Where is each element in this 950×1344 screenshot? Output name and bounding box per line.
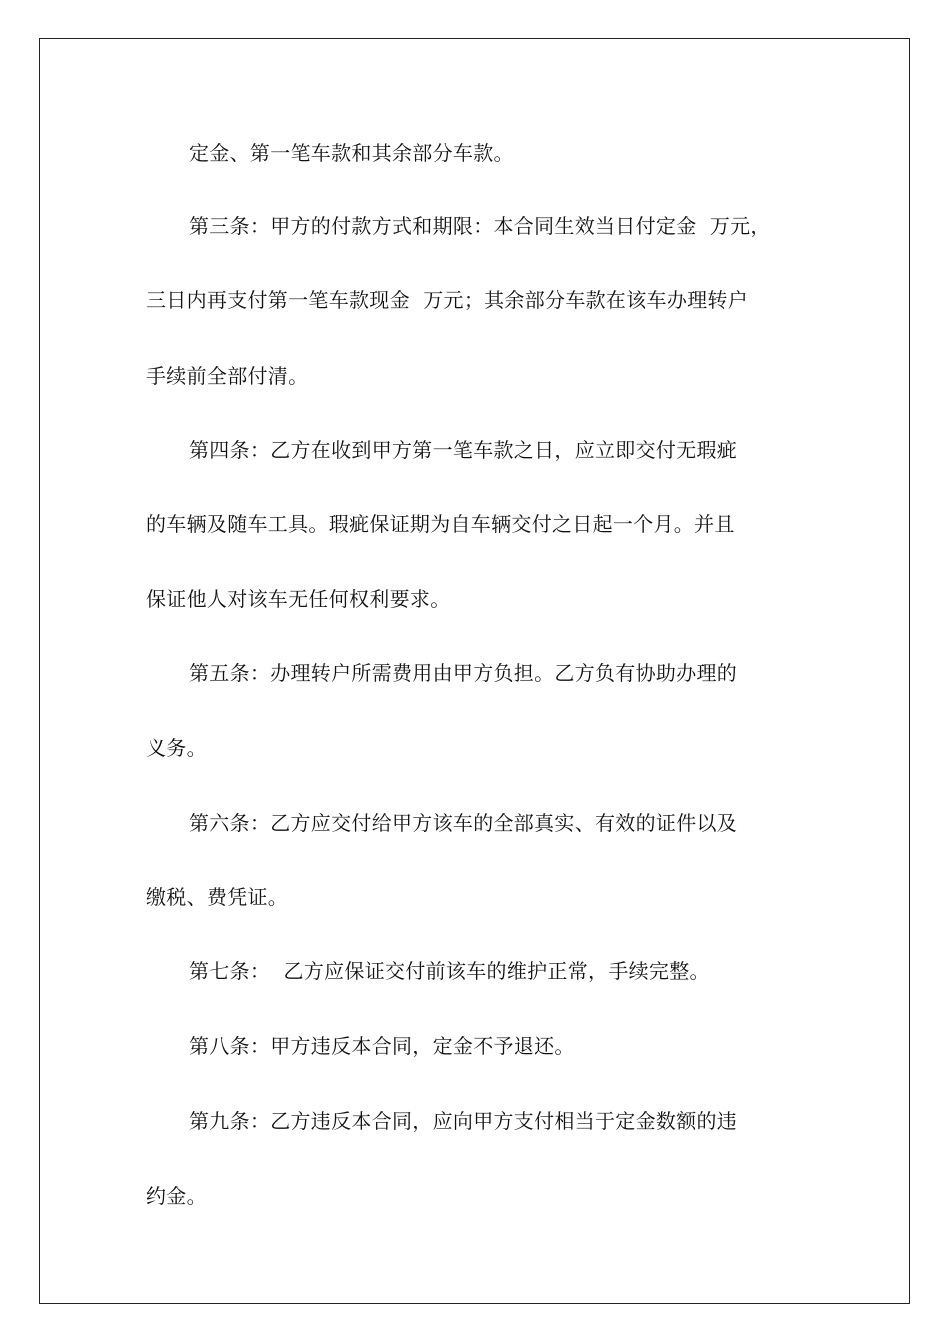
- text-line-4: 手续前全部付清。: [146, 364, 309, 388]
- text-line-11: 缴税、费凭证。: [146, 885, 289, 909]
- text-line-1: 定金、第一笔车款和其余部分车款。: [189, 141, 514, 165]
- text-line-10: 第六条：乙方应交付给甲方该车的全部真实、有效的证件以及: [189, 811, 738, 835]
- text-line-3: 三日内再支付第一笔车款现金 万元；其余部分车款在该车办理转户: [146, 288, 749, 312]
- text-line-6: 的车辆及随车工具。瑕疵保证期为自车辆交付之日起一个月。并且: [146, 512, 735, 536]
- text-line-2: 第三条：甲方的付款方式和期限：本合同生效当日付定金 万元，: [189, 214, 771, 238]
- text-line-15: 约金。: [146, 1184, 207, 1208]
- text-line-14: 第九条：乙方违反本合同，应向甲方支付相当于定金数额的违: [189, 1109, 738, 1133]
- text-line-8: 第五条：办理转户所需费用由甲方负担。乙方负有协助办理的: [189, 661, 738, 685]
- text-line-5: 第四条：乙方在收到甲方第一笔车款之日，应立即交付无瑕疵: [189, 438, 738, 462]
- text-line-12: 第七条： 乙方应保证交付前该车的维护正常，手续完整。: [189, 959, 710, 983]
- text-line-7: 保证他人对该车无任何权利要求。: [146, 587, 451, 611]
- text-line-13: 第八条：甲方违反本合同，定金不予退还。: [189, 1034, 575, 1058]
- text-line-9: 义务。: [146, 736, 207, 760]
